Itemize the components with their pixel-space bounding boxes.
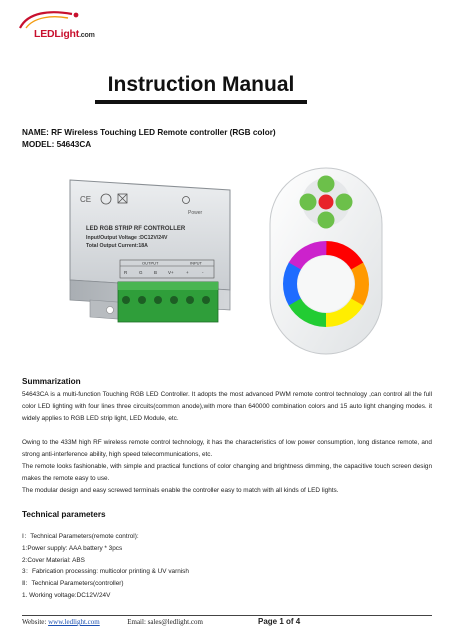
website-link[interactable]: www.ledlight.com [48, 618, 100, 626]
output-label: OUTPUT [142, 260, 159, 266]
title-underline [95, 100, 307, 104]
page-number: Page 1 of 4 [258, 617, 301, 626]
list-item: 1:Power supply: AAA battery * 3pcs [22, 544, 123, 552]
total-current-label: Total Output Current:18A [86, 243, 148, 249]
pin-vplus: V+ [168, 270, 174, 275]
remote-button-left [300, 194, 317, 211]
page-footer [22, 618, 432, 626]
logo-suffix: .com [79, 32, 95, 39]
technical-heading: Technical parameters [22, 510, 106, 519]
controller-title-label: LED RGB STRIP RF CONTROLLER [86, 226, 186, 232]
pin-minus: - [202, 270, 204, 275]
pin-g: G [139, 270, 143, 275]
list-item: 3：Fabrication processing: multicolor printing & UV varnish [22, 568, 189, 576]
list-item: 2:Cover Material: ABS [22, 556, 85, 564]
website-label: Website: [22, 618, 49, 626]
summary-paragraph-4: The modular design and easy screwed terminals enable the controller easy to match with all kinds of LED lights. [22, 487, 339, 494]
email-label: Email: [127, 618, 148, 626]
logo-swoosh-icon [14, 8, 104, 30]
footer-divider [22, 615, 432, 616]
io-voltage-label: Input/Output Voltage :DC12V/24V [86, 235, 168, 241]
pin-r: R [124, 270, 128, 275]
ledlight-logo [14, 8, 104, 42]
title-block [95, 71, 307, 104]
page-title: Instruction Manual [107, 73, 295, 96]
technical-list [22, 531, 189, 602]
logo-text: LEDLight [34, 28, 80, 40]
remote-button-right [336, 194, 353, 211]
ce-mark: CE [80, 195, 92, 204]
pin-b: B [154, 270, 158, 275]
list-item: Ⅰ：Technical Parameters(remote control): [22, 533, 139, 540]
remote-power-button [319, 195, 334, 210]
list-item: Ⅱ：Technical Parameters(controller) [22, 580, 124, 588]
pin-plus: + [186, 270, 189, 275]
summary-paragraph-1: 54643CA is a multi-function Touching RGB LED Controller. It adopts the most advanced PWM remote control technology ,can control all the full color LED lighting with four lines three circuits(common anode),with more than 640000 combination colors and 15 auto light changing modes. it widely applies to RGB LED strip light, LED Module, etc. [22, 391, 432, 422]
remote-button-bottom [318, 212, 335, 229]
screw-terminals [118, 282, 218, 322]
power-label: Power [188, 210, 203, 216]
input-label: INPUT [190, 260, 202, 266]
email-address[interactable]: sales@ledlight.com [147, 618, 203, 626]
summarization-heading: Summarization [22, 377, 81, 386]
summary-paragraph-3: The remote looks fashionable, with simple and practical functions of color changing and brightness dimming, the capacitive touch screen design makes the remote easy to use. [22, 463, 432, 482]
product-photo [60, 160, 400, 360]
touch-remote [270, 168, 382, 354]
remote-button-top [318, 176, 335, 193]
list-item: 1. Working voltage:DC12V/24V [22, 591, 111, 599]
product-name: NAME: RF Wireless Touching LED Remote controller (RGB color) [22, 128, 276, 137]
summary-paragraph-2: Owing to the 433M high RF wireless remote control technology, it has the characteristics of low power consumption, long distance remote, and strong anti-interference ability, high speed telecommunications, etc. [22, 439, 432, 458]
product-model: MODEL: 54643CA [22, 140, 92, 149]
controller-box [70, 180, 230, 322]
